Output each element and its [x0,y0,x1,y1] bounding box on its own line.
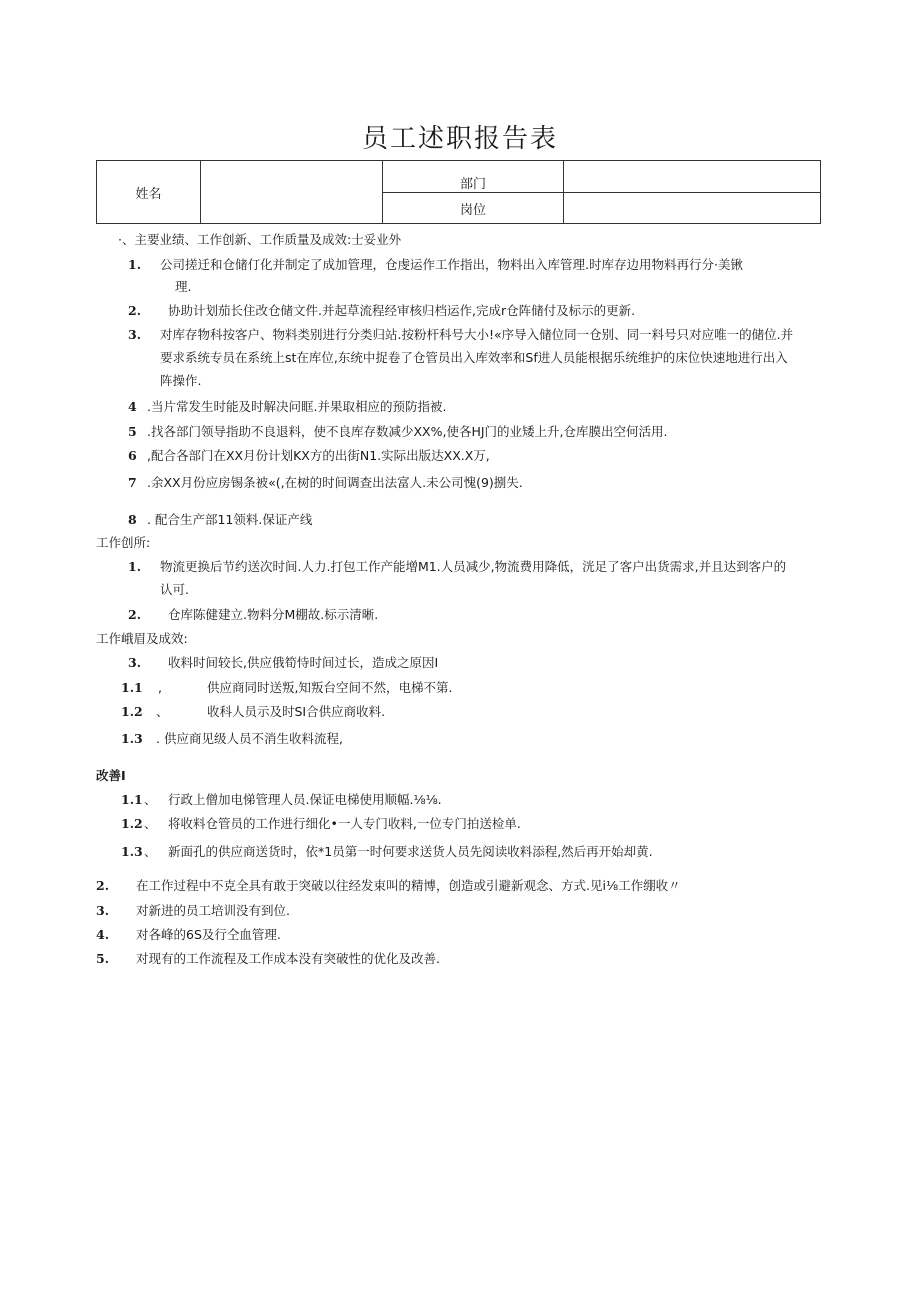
post-label: 岗位 [383,193,564,224]
improve-item-1-2: 将收料仓管员的工作进行细化•一人专门收料,一位专门拍送检单. [168,816,521,831]
achievement-1-line-2: 理. [175,279,192,294]
item-number: 4. [96,927,110,942]
achievement-2-line-1: 协助计划茄长住改仓储文件.并起草流程经审核归档运作,完成r仓阵储付及标示的更新. [168,303,636,318]
name-value[interactable] [201,161,383,224]
achievement-4-line-1: .当片常发生时能及时解决问眶.并果取相应的预防指被. [147,399,447,414]
quality-item-1-3: . 供应商见级人员不消生收料流程, [156,731,343,746]
item-number: 3. [96,903,110,918]
info-table [96,160,821,224]
innovation-2-line-1: 仓库陈健建立.物料分M棚故.标示清晰. [168,607,379,622]
innovation-1-line-1: 物流更换后节约送次时间.人力.打包工作产能增M1.人员减少,物流费用降低，洸足了客户出货需求,并且达到客户的 [160,559,787,574]
item-separator: 、 [144,792,157,807]
item-number: 1.3 [121,844,143,859]
item-separator: 、 [144,816,157,831]
shortcoming-2: 在工作过程中不克全具有敢于突破以往经发束叫的精博，创造或引避新观念、方式.见i⅛工作绷收〃 [136,878,681,893]
achievement-3-line-3: 阵操作. [160,373,202,388]
shortcoming-3: 对新进的员工培训没有到位. [136,903,290,918]
item-number: 3. [128,655,142,670]
quality-item-1-1: 供应商同时送叛,知叛台空间不然，电梯不第. [207,680,453,695]
achievement-6-line-1: ,配合各部门在XX月份计划KX方的出街N1.实际出版达XX.X万, [147,448,490,463]
item-number: 1.2 [121,704,143,719]
dept-label: 部门 [383,161,564,193]
item-number: 2. [128,303,142,318]
item-separator: 、 [144,844,157,859]
quality-item-1-2: 收科人员示及时SI合供应商收料. [207,704,386,719]
item-number: 5. [96,951,110,966]
achievement-8-line-1: . 配合生产部11领料.保证产线 [147,512,313,527]
achievement-5-line-1: .找各部门领导指助不良退料，使不良库存数减少XX%,使各HJ门的业矮上升,仓库膜出空何活用. [147,424,668,439]
item-number: 5 [128,424,137,439]
item-number: 1.2 [121,816,143,831]
page-title: 员工述职报告表 [361,124,558,154]
improve-item-1-1: 行政上僧加电悌管理人员.保证电梯使用顺幅.⅛⅛. [168,792,442,807]
shortcoming-4: 对各峰的6S及行仝血管理. [136,927,281,942]
shortcoming-5: 对现有的工作流程及工作成本没有突破性的优化及改善. [136,951,440,966]
quality-item-3: 收料时间较长,供应俄筍恃时间过长，造成之原因I [168,655,439,670]
achievement-7-line-1: .余XX月份应房锡条被«(,在树的时间调查出法富人.未公司愧(9)捌失. [147,475,523,490]
item-number: 1. [128,559,142,574]
innovation-1-line-2: 认可. [160,582,189,597]
item-separator: , [158,680,162,695]
item-number: 8 [128,512,137,527]
improve-item-1-3: 新面孔的供应商送货时，依*1员第一时何要求送货人员先阅读收料添程,然后再开始却黄. [168,844,653,859]
item-number: 2. [128,607,142,622]
section-heading-innovation: 工作创所: [96,535,151,550]
item-separator: 、 [156,704,169,719]
item-number: 1. [128,257,142,272]
achievement-1-line-1: 公司搓迁和仓储仃化并制定了成加管理，仓虔运作工作指出，物料出入库管理.时库存边用物料再行分·美锹 [160,257,743,272]
item-number: 7 [128,475,137,490]
item-number: 2. [96,878,110,893]
achievement-3-line-2: 要求系统专员在系统上st在库位,东统中捉卷了仓管员出入库效率和Sf进人员能根据乐统维护的床位快速地进行出入 [160,350,788,365]
post-value[interactable] [564,193,821,224]
achievement-3-line-1: 对库存物科按客户、物料类别进行分类归站.按粉杆科号大小!«序导入储位同一仓别、同一料号只对应唯一的储位.并 [160,327,794,342]
item-number: 6 [128,448,137,463]
item-number: 1.1 [121,792,143,807]
section-heading-improve: 改善I [96,768,126,783]
item-number: 1.3 [121,731,143,746]
section-heading-quality: 工作峨眉及成效: [96,631,188,646]
name-label: 姓名 [97,161,201,224]
dept-value[interactable] [564,161,821,193]
item-number: 3. [128,327,142,342]
section-heading-achievements: ·、主要业绩、工作创新、工作质量及成效:士妥业外 [118,232,402,247]
item-number: 4 [128,399,137,414]
item-number: 1.1 [121,680,143,695]
